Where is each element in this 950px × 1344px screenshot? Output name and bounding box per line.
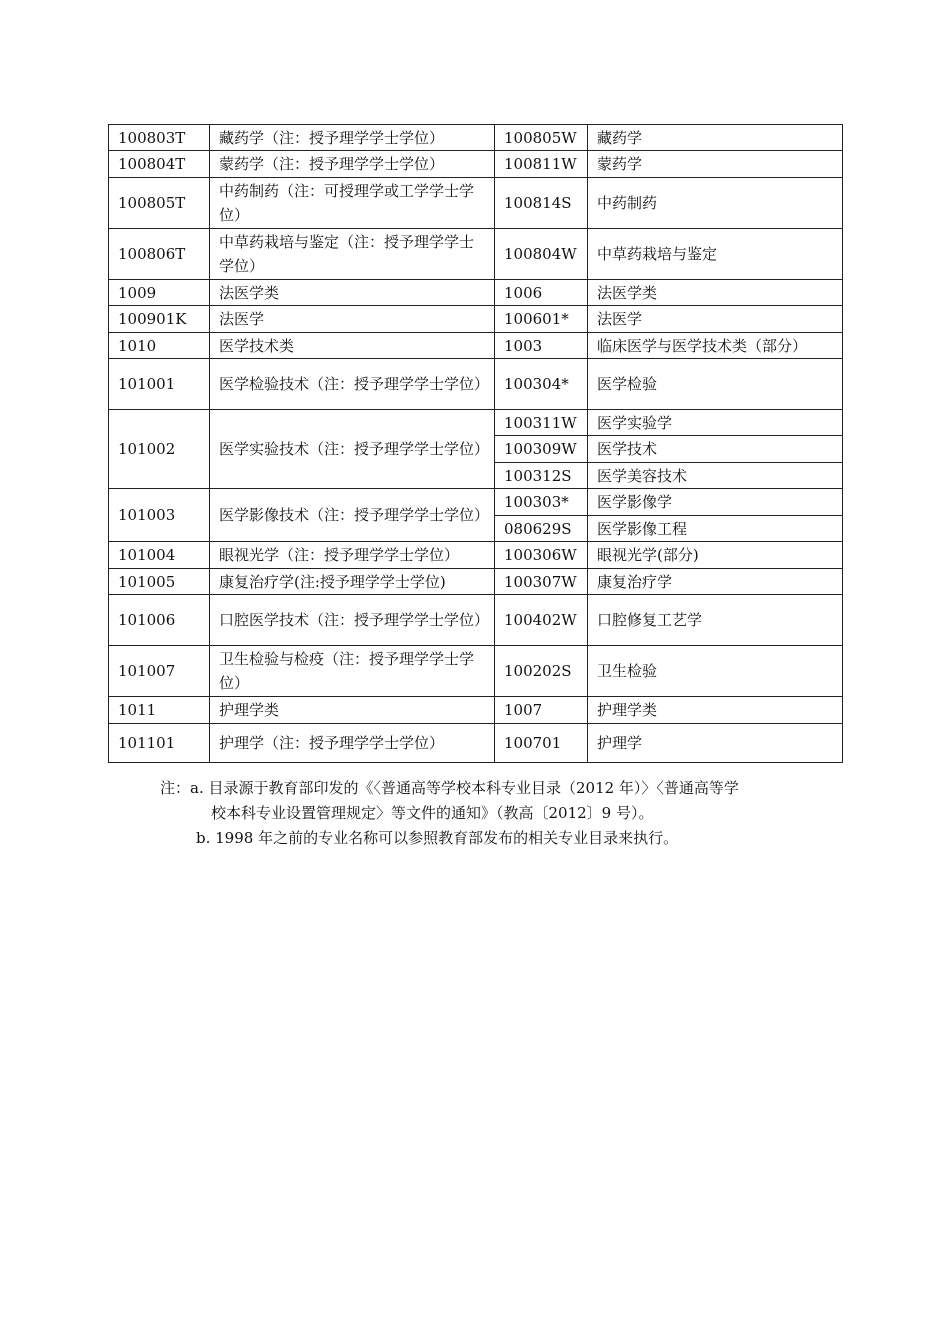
table-row [109, 151, 843, 178]
new-code-cell: 100804T [109, 151, 210, 178]
table-row [109, 359, 843, 410]
old-code-cell: 100306W [495, 542, 588, 569]
note-line-b: b. 1998 年之前的专业名称可以参照教育部发布的相关专业目录来执行。 [196, 829, 679, 847]
new-name-cell: 卫生检验与检疫（注：授予理学学士学位） [210, 646, 495, 697]
new-code-cell: 100901K [109, 306, 210, 333]
table-row [109, 229, 843, 280]
new-name-cell: 中药制药（注：可授理学或工学学士学位） [210, 178, 495, 229]
new-code-cell: 101101 [109, 724, 210, 763]
old-code-cell: 100804W [495, 229, 588, 280]
old-name-cell: 护理学 [588, 724, 843, 763]
table-row [109, 125, 843, 151]
new-code-cell: 101006 [109, 595, 210, 646]
old-code-cell: 100811W [495, 151, 588, 178]
old-name-cell: 眼视光学(部分) [588, 542, 843, 569]
old-code-cell: 1006 [495, 280, 588, 306]
old-code-cell: 100309W [495, 436, 588, 463]
old-name-cell: 医学影像学 [588, 489, 843, 516]
new-name-cell: 康复治疗学(注:授予理学学士学位) [210, 569, 495, 595]
old-name-cell: 医学实验学 [588, 410, 843, 436]
new-code-cell: 1011 [109, 697, 210, 724]
new-code-cell: 100805T [109, 178, 210, 229]
new-name-cell: 医学检验技术（注：授予理学学士学位） [210, 359, 495, 410]
old-code-cell: 100701 [495, 724, 588, 763]
new-name-cell: 蒙药学（注：授予理学学士学位） [210, 151, 495, 178]
table-row [109, 178, 843, 229]
old-code-cell: 100202S [495, 646, 588, 697]
new-code-cell: 101004 [109, 542, 210, 569]
old-name-cell: 护理学类 [588, 697, 843, 724]
table-row [109, 489, 843, 516]
table-row [109, 542, 843, 569]
old-name-cell: 医学影像工程 [588, 516, 843, 542]
new-name-cell: 中草药栽培与鉴定（注：授予理学学士学位） [210, 229, 495, 280]
old-name-cell: 口腔修复工艺学 [588, 595, 843, 646]
table-row [109, 333, 843, 359]
new-code-cell: 100806T [109, 229, 210, 280]
old-code-cell: 100312S [495, 463, 588, 489]
old-name-cell: 中草药栽培与鉴定 [588, 229, 843, 280]
old-name-cell: 医学技术 [588, 436, 843, 463]
new-name-cell: 医学技术类 [210, 333, 495, 359]
old-name-cell: 中药制药 [588, 178, 843, 229]
old-code-cell: 100303* [495, 489, 588, 516]
new-code-cell: 1010 [109, 333, 210, 359]
new-name-cell: 护理学（注：授予理学学士学位） [210, 724, 495, 763]
old-name-cell: 临床医学与医学技术类（部分） [588, 333, 843, 359]
new-name-cell: 口腔医学技术（注：授予理学学士学位） [210, 595, 495, 646]
new-code-cell: 101005 [109, 569, 210, 595]
table-row [109, 724, 843, 763]
new-code-cell: 100803T [109, 125, 210, 151]
old-code-cell: 100307W [495, 569, 588, 595]
notes-section [160, 776, 840, 851]
new-name-cell: 眼视光学（注：授予理学学士学位） [210, 542, 495, 569]
old-name-cell: 医学美容技术 [588, 463, 843, 489]
new-code-cell: 101007 [109, 646, 210, 697]
old-name-cell: 康复治疗学 [588, 569, 843, 595]
table-row [109, 569, 843, 595]
old-name-cell: 藏药学 [588, 125, 843, 151]
table-row [109, 306, 843, 333]
old-code-cell: 100805W [495, 125, 588, 151]
old-code-cell: 100601* [495, 306, 588, 333]
old-code-cell: 100311W [495, 410, 588, 436]
new-code-cell: 1009 [109, 280, 210, 306]
old-name-cell: 医学检验 [588, 359, 843, 410]
table-row [109, 646, 843, 697]
major-mapping-table [108, 124, 843, 763]
new-name-cell: 医学影像技术（注：授予理学学士学位） [210, 489, 495, 542]
new-name-cell: 法医学类 [210, 280, 495, 306]
new-name-cell: 藏药学（注：授予理学学士学位） [210, 125, 495, 151]
table-row [109, 410, 843, 436]
table-row [109, 280, 843, 306]
new-name-cell: 法医学 [210, 306, 495, 333]
table-row [109, 697, 843, 724]
old-code-cell: 1007 [495, 697, 588, 724]
new-code-cell: 101001 [109, 359, 210, 410]
new-code-cell: 101002 [109, 410, 210, 489]
old-code-cell: 080629S [495, 516, 588, 542]
old-name-cell: 法医学 [588, 306, 843, 333]
new-code-cell: 101003 [109, 489, 210, 542]
old-code-cell: 1003 [495, 333, 588, 359]
new-name-cell: 护理学类 [210, 697, 495, 724]
old-name-cell: 法医学类 [588, 280, 843, 306]
table-row [109, 595, 843, 646]
old-code-cell: 100304* [495, 359, 588, 410]
new-name-cell: 医学实验技术（注：授予理学学士学位） [210, 410, 495, 489]
old-name-cell: 蒙药学 [588, 151, 843, 178]
note-line-a-continued: 校本科专业设置管理规定〉等文件的通知》（教高〔2012〕9 号）。 [211, 804, 654, 822]
old-code-cell: 100402W [495, 595, 588, 646]
old-name-cell: 卫生检验 [588, 646, 843, 697]
old-code-cell: 100814S [495, 178, 588, 229]
note-line-a: 注：a. 目录源于教育部印发的《〈普通高等学校本科专业目录（2012 年）〉〈普通高等学 [160, 779, 739, 797]
